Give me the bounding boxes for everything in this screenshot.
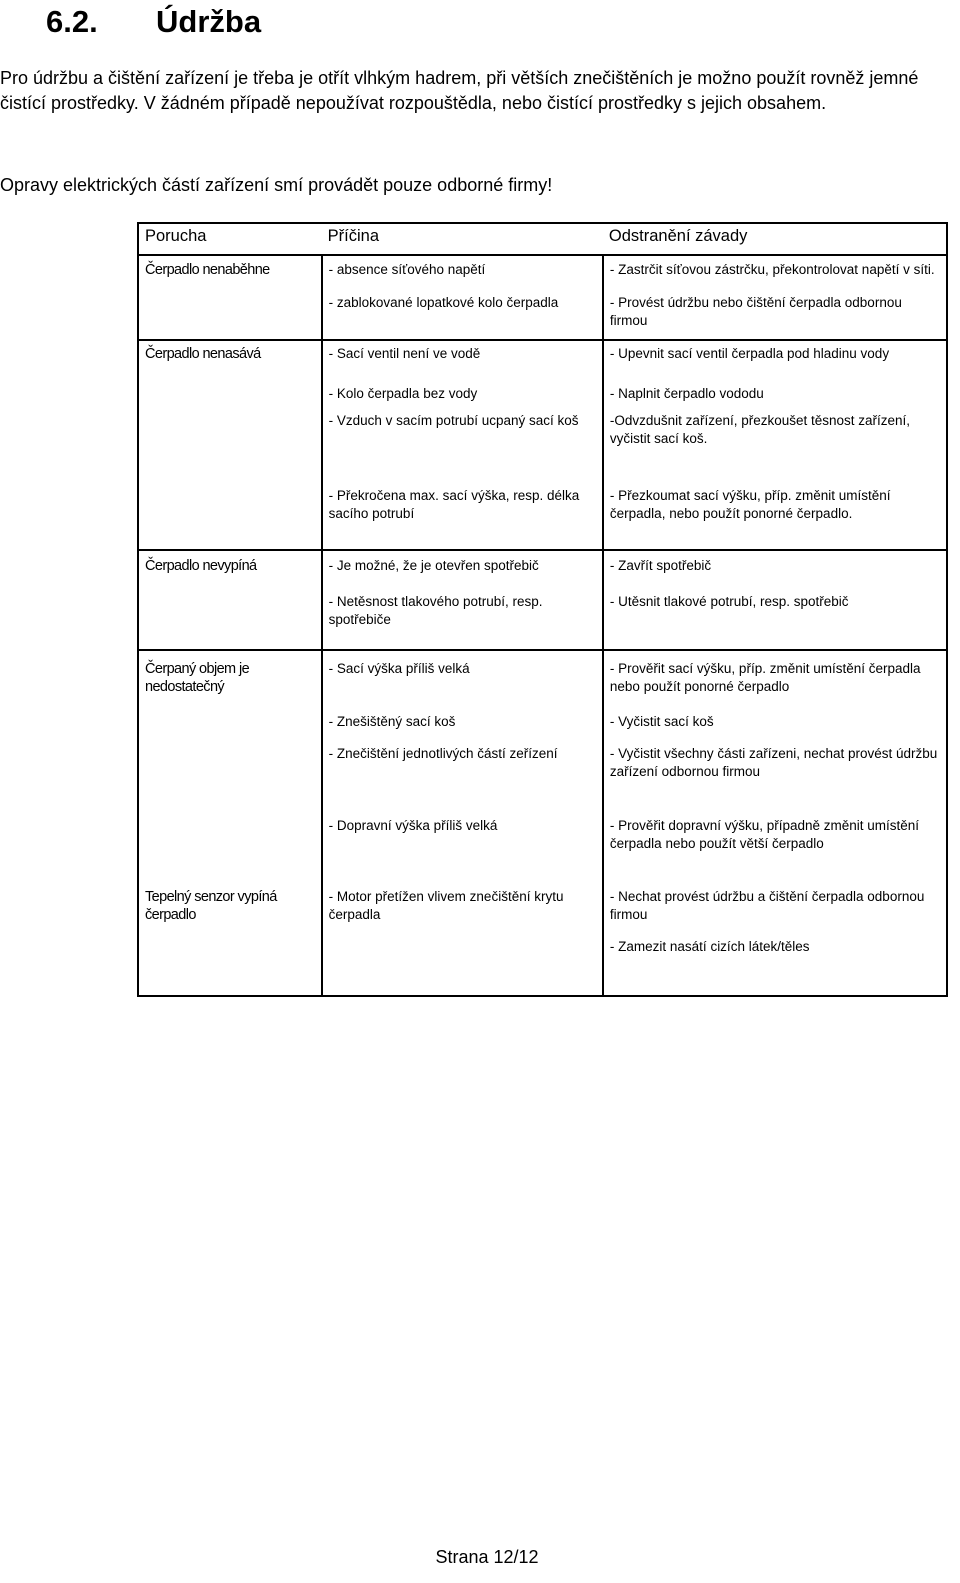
remedy-cell: - Prověřit dopravní výšku, případně změnit umístění čerpadla nebo použít větší čerpadlo: [609, 818, 920, 851]
cause-cell: - Sací ventil není ve vodě: [322, 340, 603, 385]
fault-cell: Čerpadlo nenaběhne: [138, 255, 322, 294]
remedy-cell: - Utěsnit tlakové potrubí, resp. spotřebič: [603, 593, 947, 650]
section-number: 6.2.: [46, 4, 98, 39]
table-row: [138, 888, 947, 938]
remedy-cell: - Naplnit čerpadlo vododu: [609, 386, 764, 401]
header-cause: Příčina: [322, 223, 603, 255]
remedy-cell: - Zastrčit síťovou zástrčku, překontrolovat napětí v síti.: [609, 262, 935, 277]
remedy-cell: - Nechat provést údržbu a čištění čerpadla odbornou firmou: [609, 889, 925, 922]
table-header-row: [138, 223, 947, 255]
remedy-cell: - Přezkoumat sací výšku, příp. změnit umístění čerpadla, nebo použít ponorné čerpadlo.: [603, 487, 947, 550]
fault-cell: [138, 745, 322, 817]
table-row: [138, 713, 947, 745]
section-title: Údržba: [156, 4, 262, 39]
cause-cell: - Překročena max. sací výška, resp. délka sacího potrubí: [322, 487, 603, 550]
remedy-cell: - Prověřit sací výšku, příp. změnit umístění čerpadla nebo použít ponorné čerpadlo: [609, 661, 921, 694]
remedy-cell: - Vyčistit sací koš: [609, 714, 714, 729]
table-row: [138, 593, 947, 650]
cause-cell: - Dopravní výška příliš velká: [322, 817, 603, 888]
cause-cell: - Znešištěný sací koš: [322, 713, 603, 745]
table-row: [138, 550, 947, 593]
table-row: [138, 487, 947, 550]
warning-paragraph: Opravy elektrických částí zařízení smí provádět pouze odborné firmy!: [0, 175, 553, 195]
fault-cell: [138, 713, 322, 745]
remedy-cell: - Vyčistit všechny části zařízeni, nechat provést údržbu zařízení odbornou firmou: [609, 746, 938, 779]
remedy-cell: - Upevnit sací ventil čerpadla pod hladinu vody: [609, 346, 890, 361]
table-row: [138, 650, 947, 713]
cause-cell: - Sací výška příliš velká: [322, 650, 603, 713]
fault-cell: [138, 817, 322, 888]
troubleshooting-table: [137, 222, 948, 997]
cause-cell: - Motor přetížen vlivem znečištění krytu čerpadla: [322, 888, 603, 938]
cause-cell: - Je možné, že je otevřen spotřebič: [322, 550, 603, 593]
remedy-cell: -Odvzdušnit zařízení, přezkoušet těsnost zařízení, vyčistit sací koš.: [609, 413, 911, 446]
table-row: [138, 817, 947, 888]
cause-cell: - Netěsnost tlakového potrubí, resp. spotřebiče: [322, 593, 603, 650]
table-row: [138, 412, 947, 487]
fault-cell: Tepelný senzor vypíná čerpadlo: [138, 888, 322, 938]
table-row: [138, 255, 947, 294]
remedy-cell: - Zavřít spotřebič: [609, 558, 712, 573]
intro-paragraph: Pro údržbu a čištění zařízení je třeba je otřít vlhkým hadrem, při větších znečištěních je možno použít rovněž jemné čistící prostředky. V žádném případě nepoužívat rozpouštědla, nebo čistící prostředky s jejich obsahem.: [0, 68, 919, 113]
cause-cell: [322, 938, 603, 996]
fault-cell: Čerpadlo nenasává: [138, 340, 322, 385]
remedy-cell: - Zamezit nasátí cizích látek/těles: [609, 939, 810, 954]
cause-cell: - zablokované lopatkové kolo čerpadla: [322, 294, 603, 340]
table-row: [138, 294, 947, 340]
remedy-cell: - Provést údržbu nebo čištění čerpadla odbornou firmou: [603, 294, 947, 340]
cause-cell: - Kolo čerpadla bez vody: [322, 385, 603, 412]
table-row: [138, 938, 947, 996]
cause-cell: - Vzduch v sacím potrubí ucpaný sací koš: [322, 412, 603, 487]
cause-cell: - absence síťového napětí: [322, 255, 603, 294]
fault-cell: [138, 385, 322, 412]
header-remedy: Odstranění závady: [603, 223, 947, 255]
fault-cell: [138, 412, 322, 487]
fault-cell: [138, 938, 322, 996]
header-fault: Porucha: [138, 223, 322, 255]
fault-cell: [138, 294, 322, 340]
page-number: Strana 12/12: [435, 1547, 539, 1567]
table-row: [138, 745, 947, 817]
fault-cell: [138, 487, 322, 550]
table-row: [138, 340, 947, 385]
fault-cell: Čerpadlo nevypíná: [138, 550, 322, 593]
fault-cell: [138, 593, 322, 650]
fault-cell: Čerpaný objem je nedostatečný: [138, 650, 322, 713]
cause-cell: - Znečištění jednotlivých částí zeřízení: [322, 745, 603, 817]
table-row: [138, 385, 947, 412]
section-heading: [46, 4, 261, 40]
